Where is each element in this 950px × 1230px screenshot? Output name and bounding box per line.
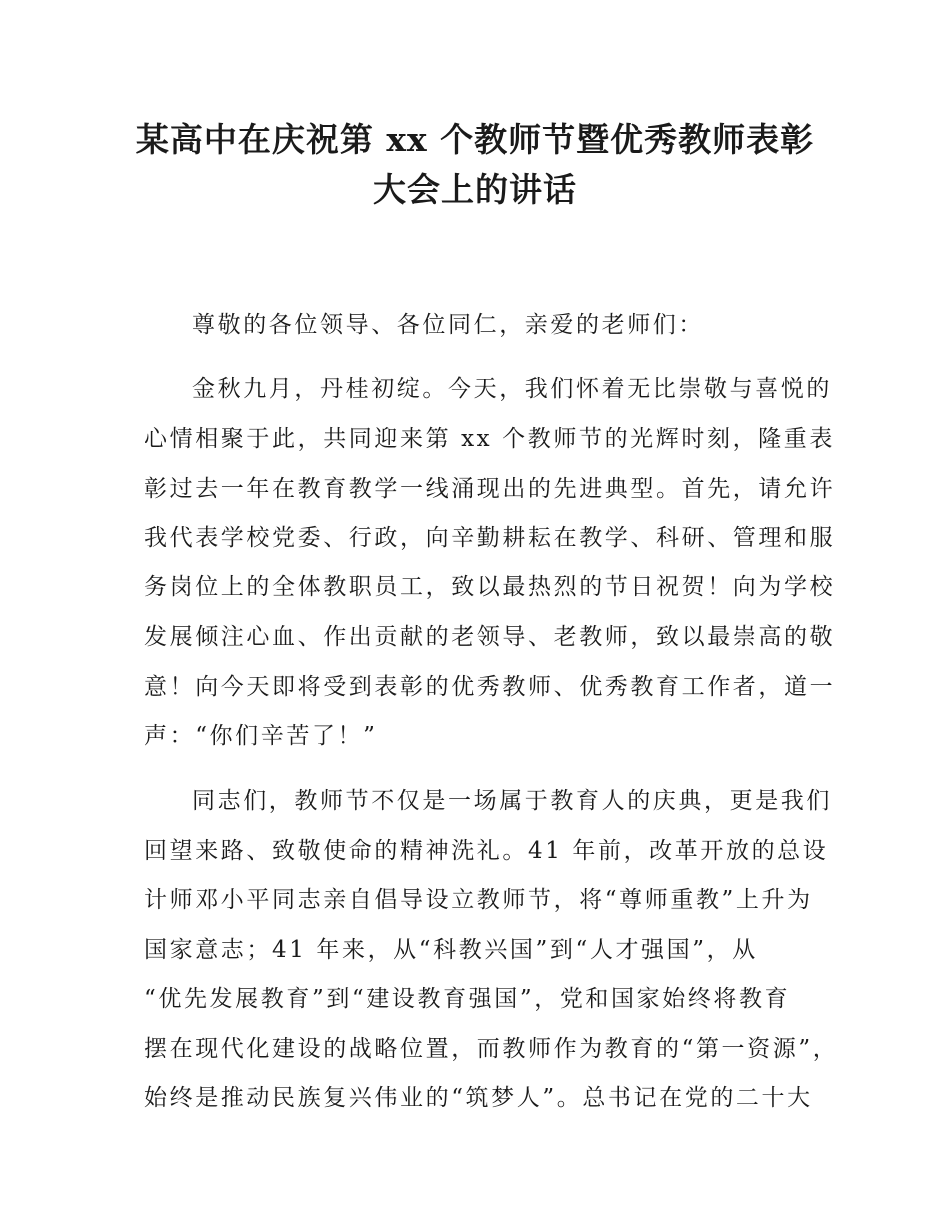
document-title-line-1: 某高中在庆祝第 xx 个教师节暨优秀教师表彰 <box>135 120 815 159</box>
paragraph-1-line: 意！向今天即将受到表彰的优秀教师、优秀教育工作者，道一 <box>144 674 836 700</box>
paragraph-1-line: 我代表学校党委、行政，向辛勤耕耘在教学、科研、管理和服 <box>144 525 836 551</box>
paragraph-2-line: 同志们，教师节不仅是一场属于教育人的庆典，更是我们 <box>192 788 832 814</box>
paragraph-1-line: 发展倾注心血、作出贡献的老领导、老教师，致以最崇高的敬 <box>144 624 836 650</box>
paragraph-1-line: 心情相聚于此，共同迎来第 xx 个教师节的光辉时刻，隆重表 <box>144 426 835 452</box>
paragraph-1-line: 务岗位上的全体教职员工，致以最热烈的节日祝贺！向为学校 <box>144 574 836 600</box>
paragraph-2-line: 国家意志；41 年来，从“科教兴国”到“人才强国”，从 <box>144 937 758 963</box>
paragraph-1-line: 彰过去一年在教育教学一线涌现出的先进典型。首先，请允许 <box>144 476 836 502</box>
paragraph-2-line: 摆在现代化建设的战略位置，而教师作为教育的“第一资源”， <box>144 1036 839 1062</box>
paragraph-2-line: 回望来路、致敬使命的精神洗礼。41 年前，改革开放的总设 <box>144 838 829 864</box>
paragraph-2-line: 计师邓小平同志亲自倡导设立教师节，将“尊师重教”上升为 <box>144 887 813 913</box>
paragraph-1-line: 声：“你们辛苦了！” <box>144 723 378 749</box>
paragraph-2-line: “优先发展教育”到“建设教育强国”，党和国家始终将教育 <box>144 986 791 1012</box>
document-title-line-2: 大会上的讲话 <box>373 170 577 209</box>
salutation: 尊敬的各位领导、各位同仁，亲爱的老师们： <box>192 312 704 338</box>
paragraph-2-line: 始终是推动民族复兴伟业的“筑梦人”。总书记在党的二十大 <box>144 1085 813 1111</box>
paragraph-1-line: 金秋九月，丹桂初绽。今天，我们怀着无比崇敬与喜悦的 <box>192 376 832 402</box>
